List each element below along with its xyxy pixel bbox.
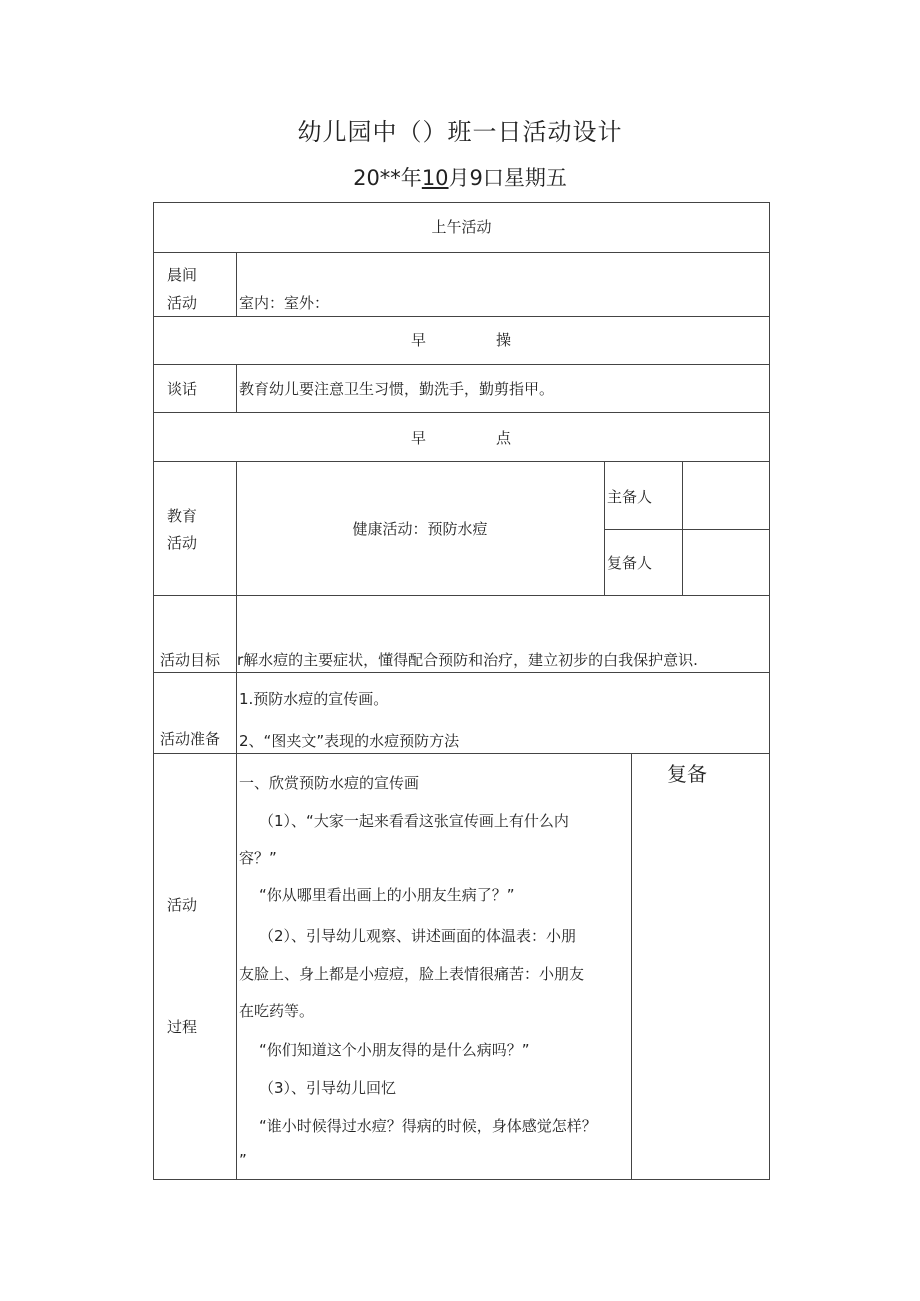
col-divider [236, 364, 237, 412]
preparation-item-2: 2、“图夹文”表现的水痘预防方法 [239, 732, 460, 750]
col-divider [236, 461, 237, 1180]
secondary-preparer-label: 复备人 [607, 554, 653, 572]
goal-label: 活动目标 [160, 651, 221, 669]
preparer-divider [604, 529, 770, 530]
morning-activity-content: 室内：室外： [239, 294, 330, 312]
talk-content: 教育幼儿要注意卫生习惯，勤洗手，勤剪指甲。 [239, 380, 555, 398]
process-line: （2）、引导幼儿观察、讲述画面的体温表：小朋 [259, 927, 577, 945]
snack-char-1: 早 [411, 429, 427, 447]
process-line: （3）、引导幼儿回忆 [259, 1079, 397, 1097]
row-divider [153, 316, 770, 317]
process-line: 容？” [239, 849, 277, 867]
page-title: 幼儿园中（）班一日活动设计 [297, 118, 623, 146]
snack-char-2: 点 [496, 429, 512, 447]
process-line: 友脸上、身上都是小痘痘，脸上表情很痛苦：小朋友 [239, 965, 585, 983]
preparation-label: 活动准备 [160, 730, 221, 748]
goal-content: r解水痘的主要症状，懂得配合预防和治疗，建立初步的白我保护意识. [237, 651, 698, 669]
education-content: 健康活动：预防水痘 [352, 520, 488, 538]
col-divider [236, 252, 237, 316]
row-divider [153, 753, 770, 754]
process-label-1: 活动 [167, 896, 198, 914]
process-label-2: 过程 [167, 1018, 198, 1036]
col-divider [631, 753, 632, 1180]
process-line: 一、欣赏预防水痘的宣传画 [239, 774, 420, 792]
education-label-2: 活动 [167, 534, 198, 552]
date-month: 10 [421, 166, 449, 190]
row-divider [153, 595, 770, 596]
date-prefix: 20**年 [353, 166, 422, 190]
education-label-1: 教育 [167, 507, 198, 525]
row-divider [153, 672, 770, 673]
row-divider [153, 252, 770, 253]
col-divider [682, 461, 683, 595]
preparation-item-1: 1.预防水痘的宣传画。 [239, 690, 389, 708]
morning-header: 上午活动 [431, 218, 492, 236]
main-preparer-label: 主备人 [607, 488, 653, 506]
process-line: ” [239, 1151, 247, 1169]
re-preparation-header: 复备 [667, 762, 707, 786]
process-line: “谁小时候得过水痘？得病的时候，身体感觉怎样？ [259, 1117, 597, 1135]
row-divider [153, 412, 770, 413]
morning-activity-label-2: 活动 [167, 294, 198, 312]
col-divider [604, 461, 605, 595]
talk-label: 谈话 [167, 380, 198, 398]
row-divider [153, 364, 770, 365]
date-line [0, 162, 920, 192]
exercise-char-1: 早 [411, 331, 427, 349]
date-suffix: 月9口星期五 [448, 166, 567, 190]
process-line: （1）、“大家一起来看看这张宣传画上有什么内 [259, 812, 569, 830]
row-divider [153, 461, 770, 462]
process-line: 在吃药等。 [239, 1002, 315, 1020]
process-line: “你们知道这个小朋友得的是什么病吗？” [259, 1041, 530, 1059]
morning-activity-label-1: 晨间 [167, 266, 198, 284]
process-line: “你从哪里看出画上的小朋友生病了？” [259, 886, 515, 904]
exercise-char-2: 操 [496, 331, 512, 349]
